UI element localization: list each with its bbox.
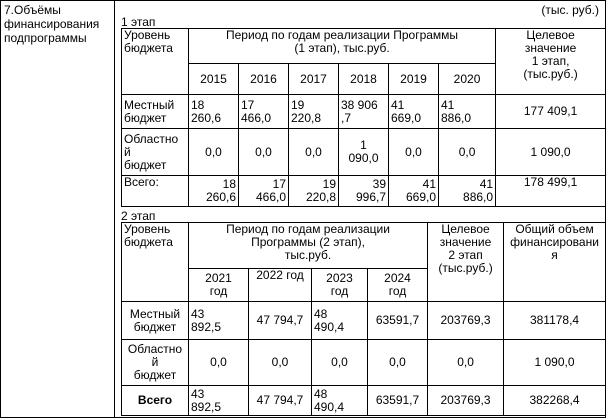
table-cell: 0,0 — [368, 340, 428, 386]
table-cell: 17 466,0 — [239, 176, 289, 207]
stage1-row-local — [122, 95, 606, 129]
stage1-year: 2019 — [389, 64, 439, 95]
stage1-budget-header: Уровень бюджета — [122, 29, 189, 95]
table-cell: 0,0 — [389, 129, 439, 176]
target-value: 178 499,1 — [496, 176, 606, 207]
table-cell: 63591,7 — [368, 302, 428, 340]
total-value: 1 090,0 — [504, 340, 606, 386]
target-value: 177 409,1 — [496, 95, 606, 129]
stage1-period-header: Период по годам реализации Программы (1 этап), тыс.руб. — [189, 29, 496, 64]
stage2-target-header: Целевое значение 2 этап (тыс.руб.) — [428, 223, 504, 302]
row-label: Местный бюджет — [122, 95, 189, 129]
stage2-total-header: Общий объем финансировани я — [504, 223, 606, 302]
row-label: Всего — [122, 386, 189, 416]
table-cell: 1 090,0 — [339, 129, 389, 176]
table-cell: 39 996,7 — [339, 176, 389, 207]
section-title-line-3: подпрограммы — [4, 31, 87, 45]
section-title-cell — [1, 1, 115, 417]
stage1-year: 2017 — [289, 64, 339, 95]
stage1-label: 1 этап — [121, 15, 156, 29]
stage2-row-total — [122, 386, 606, 416]
table-cell: 38 906 ,7 — [339, 95, 389, 129]
table-cell: 0,0 — [189, 129, 239, 176]
table-cell: 0,0 — [189, 340, 249, 386]
stage2-year: 2021 год — [189, 269, 249, 302]
table-cell: 0,0 — [239, 129, 289, 176]
target-value: 203769,3 — [428, 386, 504, 416]
table-cell: 48 490,4 — [312, 302, 368, 340]
row-label: Всего: — [122, 176, 189, 207]
target-value: 0,0 — [428, 340, 504, 386]
table-cell: 17 466,0 — [239, 95, 289, 129]
total-value: 381178,4 — [504, 302, 606, 340]
stage1-row-regional — [122, 129, 606, 176]
stage1-year: 2016 — [239, 64, 289, 95]
table-cell: 0,0 — [249, 340, 312, 386]
stage2-year: 2024 год — [368, 269, 428, 302]
stage1-year: 2015 — [189, 64, 239, 95]
table-cell: 19 220,8 — [289, 176, 339, 207]
stage2-row-local — [122, 302, 606, 340]
table-cell: 63591,7 — [368, 386, 428, 416]
table-cell: 47 794,7 — [249, 302, 312, 340]
stage2-table — [121, 222, 606, 416]
section-title-line-1: 7.Объёмы — [4, 3, 61, 17]
stage2-period-header: Период по годам реализации Программы (2 этап), тыс.руб. — [189, 223, 428, 269]
table-cell: 0,0 — [439, 129, 496, 176]
stage2-budget-header: Уровень бюджета — [122, 223, 189, 302]
table-cell: 18 260,6 — [189, 95, 239, 129]
table-cell: 0,0 — [289, 129, 339, 176]
stage2-year: 2023 год — [312, 269, 368, 302]
table-cell: 48 490,4 — [312, 386, 368, 416]
stage2-year: 2022 год — [249, 269, 312, 302]
table-cell: 41 886,0 — [439, 176, 496, 207]
table-cell: 43 892,5 — [189, 386, 249, 416]
stage1-table — [121, 28, 606, 207]
units-label: (тыс. руб.) — [541, 3, 599, 17]
stage1-target-header: Целевое значение 1 этап, (тыс.руб.) — [496, 29, 606, 95]
stage2-label: 2 этап — [121, 209, 156, 223]
table-cell: 0,0 — [312, 340, 368, 386]
row-label: Областно й бюджет — [122, 129, 189, 176]
table-cell: 41 886,0 — [439, 95, 496, 129]
target-value: 203769,3 — [428, 302, 504, 340]
stage1-year: 2018 — [339, 64, 389, 95]
total-value: 382268,4 — [504, 386, 606, 416]
table-cell: 47 794,7 — [249, 386, 312, 416]
stage1-year: 2020 — [439, 64, 496, 95]
table-cell: 43 892,5 — [189, 302, 249, 340]
table-cell: 19 220,8 — [289, 95, 339, 129]
row-label: Областно й бюджет — [122, 340, 189, 386]
table-cell: 41 669,0 — [389, 95, 439, 129]
table-cell: 18 260,6 — [189, 176, 239, 207]
target-value: 1 090,0 — [496, 129, 606, 176]
row-label: Местный бюджет — [122, 302, 189, 340]
table-cell: 41 669,0 — [389, 176, 439, 207]
section-title-line-2: финансирования — [4, 17, 100, 31]
stage1-row-total — [122, 176, 606, 207]
stage2-row-regional — [122, 340, 606, 386]
